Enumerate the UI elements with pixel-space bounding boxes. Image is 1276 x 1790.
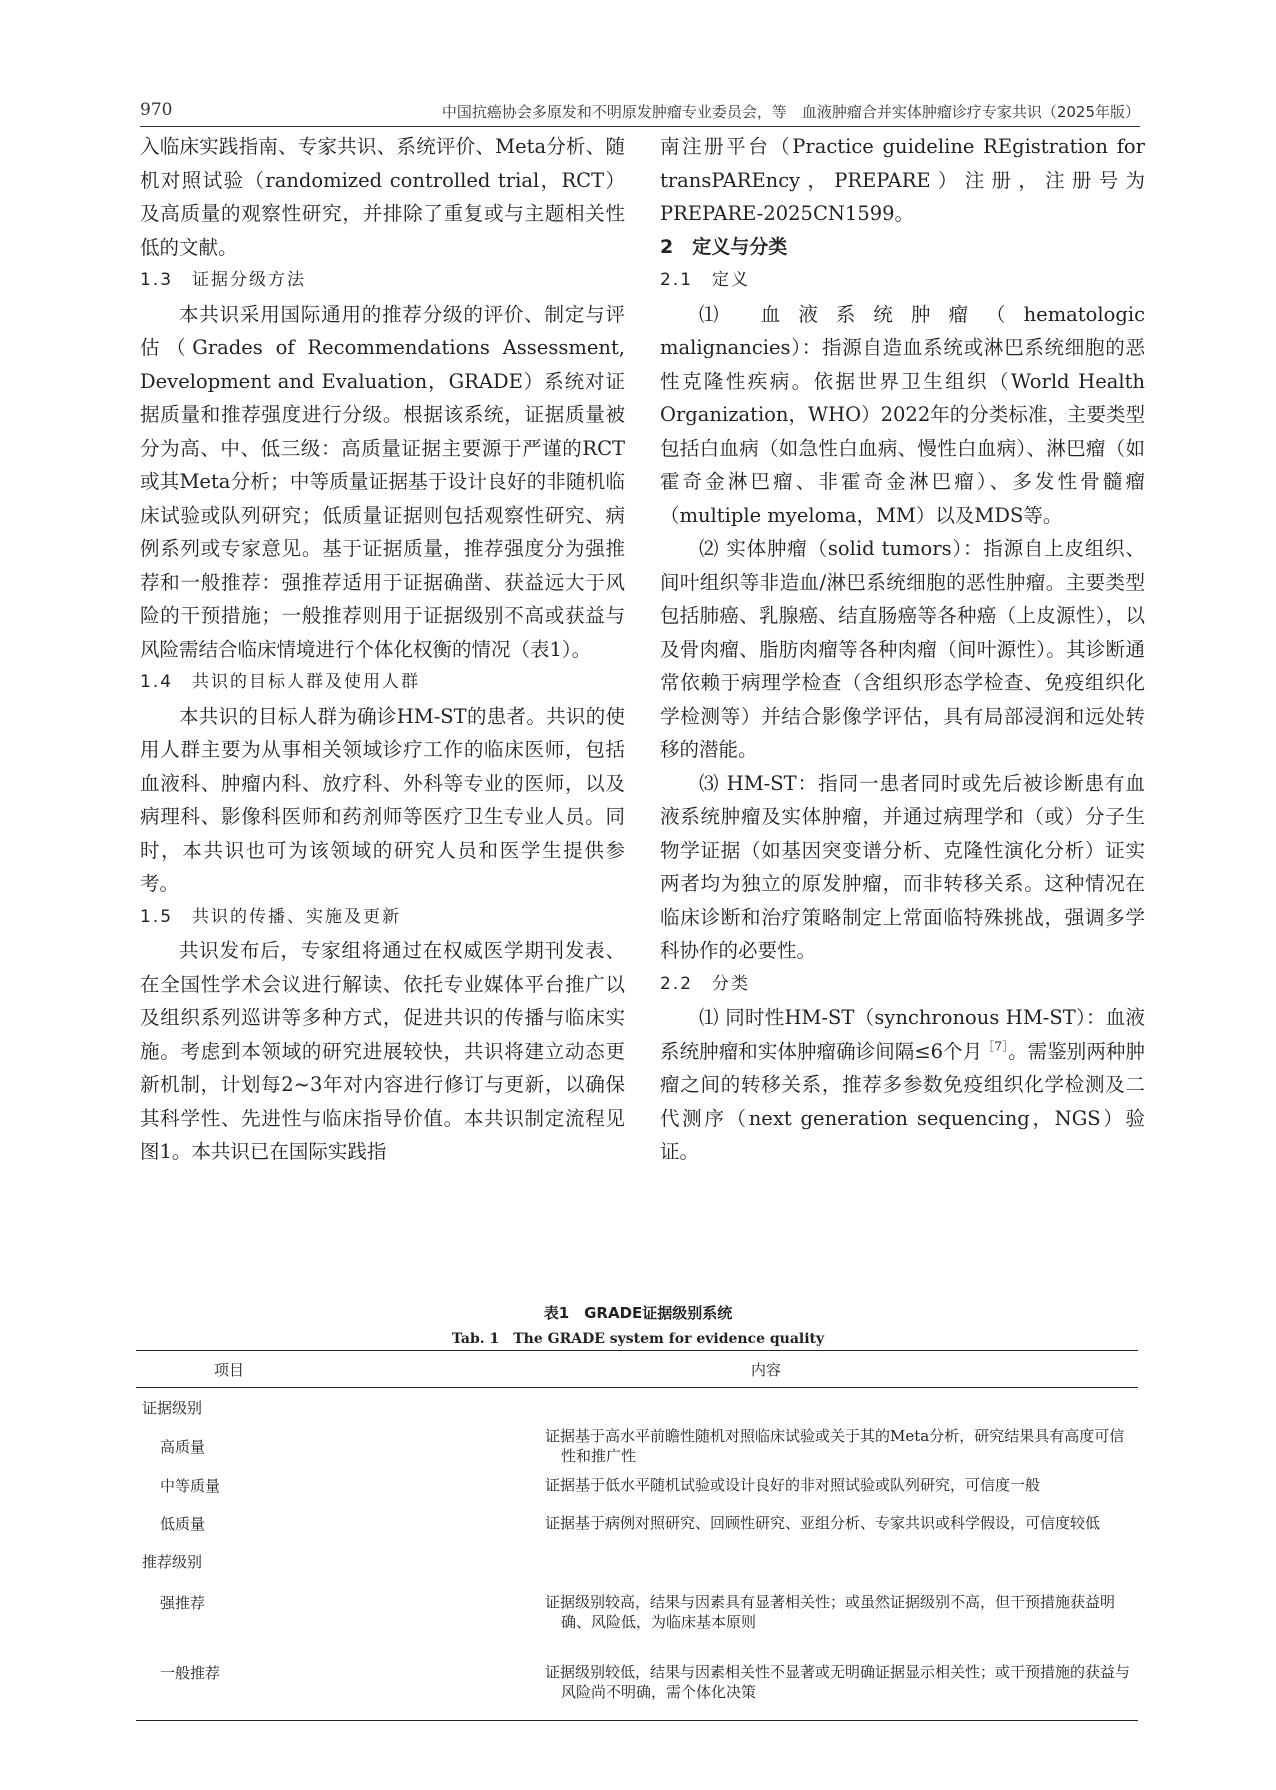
row-item-low: 低质量: [160, 1514, 206, 1533]
table-row: [136, 1580, 1138, 1650]
column-header-item: 项目: [136, 1351, 395, 1388]
grade-table: [136, 1350, 1138, 1721]
table-row: [136, 1650, 1138, 1721]
section-heading-2: 2 定义与分类: [660, 235, 788, 258]
category-recommendation-level: 推荐级别: [142, 1552, 203, 1571]
running-header: [140, 98, 1140, 127]
row-desc-strong: [395, 1580, 1138, 1650]
left-column: [140, 130, 625, 1169]
paragraph-grade-method: 本共识采用国际通用的推荐分级的评价、制定与评估（Grades of Recommendations Assessment, Development and Evaluation，GRADE）系统对证据质量和推荐强度进行分级。根据该系统，证据质量被分为高、中、低三级：高质量证据主要源于严谨的RCT或其Meta分析；中等质量证据基于设计良好的非随机临床试验或队列研究；低质量证据则包括观察性研究、病例系列或专家意见。基于证据质量，推荐强度分为强推荐和一般推荐：强推荐适用于证据确凿、获益远大于风险的干预措施；一般推荐则用于证据级别不高或获益与风险需结合临床情境进行个体化权衡的情况（表1）。: [140, 302, 625, 661]
column-header-content: 内容: [395, 1351, 1138, 1388]
table-row: [136, 1504, 1138, 1542]
category-evidence-level: 证据级别: [142, 1398, 203, 1417]
row-desc-strong-text: 证据级别较高，结果与因素具有显著相关性；或虽然证据级别不高，但干预措施获益明确、风险低，为临床基本原则: [545, 1593, 1116, 1631]
page-number: 970: [140, 100, 173, 120]
section-heading-1-3: 1.3 证据分级方法: [140, 270, 307, 290]
paragraph-hm-st-definition: ⑶ HM-ST：指同一患者同时或先后被诊断患有血液系统肿瘤及实体肿瘤，并通过病理学和（或）分子生物学证据（如基因突变谱分析、克隆性演化分析）证实两者均为独立的原发肿瘤，而非转移关系。这种情况在临床诊断和治疗策略制定上常面临特殊挑战，强调多学科协作的必要性。: [660, 771, 1145, 962]
row-item-strong: 强推荐: [160, 1594, 206, 1612]
row-item-moderate: 中等质量: [160, 1476, 221, 1495]
section-heading-1-4: 1.4 共识的目标人群及使用人群: [140, 672, 421, 692]
row-desc-moderate-text: 证据基于低水平随机试验或设计良好的非对照试验或队列研究，可信度一般: [545, 1476, 1041, 1494]
row-item-weak: 一般推荐: [160, 1664, 221, 1682]
paragraph-hematologic-definition: ⑴ 血液系统肿瘤（hematologic malignancies）：指源自造血系统或淋巴系统细胞的恶性克隆性疾病。依据世界卫生组织（World Health Organization，WHO）2022年的分类标准，主要类型包括白血病（如急性白血病、慢性白血病）、淋巴瘤（如霍奇金淋巴瘤、非霍奇金淋巴瘤）、多发性骨髓瘤（multiple myeloma，MM）以及MDS等。: [660, 302, 1145, 527]
table-row: [136, 1542, 1138, 1580]
row-desc-low: [395, 1504, 1138, 1542]
reference-7[interactable]: ［7］: [982, 1039, 1009, 1053]
paragraph-literature-scope: 入临床实践指南、专家共识、系统评价、Meta分析、随机对照试验（randomized controlled trial，RCT）及高质量的观察性研究，并排除了重复或与主题相关性低的文献。: [140, 135, 625, 259]
table-row: [136, 1466, 1138, 1504]
section-heading-1-5: 1.5 共识的传播、实施及更新: [140, 906, 402, 927]
section-heading-2-2: 2.2 分类: [660, 973, 751, 994]
table-row: [136, 1388, 1138, 1427]
section-heading-2-1: 2.1 定义: [660, 270, 751, 290]
synchronous-text-b: 。需鉴别两种肿瘤之间的转移关系，推荐多参数免疫组织化学检测及二代测序（next generation sequencing，NGS）验证。: [660, 1039, 1145, 1163]
synchronous-text-a: ⑴ 同时性HM-ST（synchronous HM-ST）：血液系统肿瘤和实体肿瘤确诊间隔≤6个月: [660, 1006, 1145, 1063]
table-row: [136, 1426, 1138, 1466]
table-caption-en: Tab. 1 The GRADE system for evidence quality: [451, 1331, 825, 1347]
running-title: 中国抗癌协会多原发和不明原发肿瘤专业委员会，等 血液肿瘤合并实体肿瘤诊疗专家共识（2025年版）: [441, 103, 1140, 121]
row-desc-weak-text: 证据级别较低，结果与因素相关性不显著或无明确证据显示相关性；或干预措施的获益与风险尚不明确，需个体化决策: [545, 1663, 1131, 1701]
paragraph-dissemination: 共识发布后，专家组将通过在权威医学期刊发表、在全国性学术会议进行解读、依托专业媒体平台推广以及组织系列巡讲等多种方式，促进共识的传播与临床实施。考虑到本领域的研究进展较快，共识将建立动态更新机制，计划每2~3年对内容进行修订与更新，以确保其科学性、先进性与临床指导价值。本共识制定流程见图1。本共识已在国际实践指: [140, 939, 625, 1163]
table-header-row: [136, 1351, 1138, 1388]
table-caption-cn: 表1 GRADE证据级别系统: [543, 1304, 733, 1322]
paragraph-synchronous: [660, 1001, 1145, 1169]
right-column: [660, 130, 1145, 1169]
row-desc-high-text: 证据基于高水平前瞻性随机对照临床试验或关于其的Meta分析，研究结果具有高度可信性和推广性: [545, 1427, 1125, 1465]
row-desc-low-text: 证据基于病例对照研究、回顾性研究、亚组分析、专家共识或科学假设，可信度较低: [545, 1514, 1101, 1532]
row-item-high: 高质量: [160, 1437, 206, 1456]
row-desc-high: [395, 1426, 1138, 1466]
paragraph-target-population: 本共识的目标人群为确诊HM-ST的患者。共识的使用人群主要为从事相关领域诊疗工作的临床医师，包括血液科、肿瘤内科、放疗科、外科等专业的医师，以及病理科、影像科医师和药剂师等医疗卫生专业人员。同时，本共识也可为该领域的研究人员和医学生提供参考。: [140, 704, 625, 895]
paragraph-registration: 南注册平台（Practice guideline REgistration for transPAREncy，PREPARE）注册，注册号为PREPARE-2025CN1599。: [660, 135, 1145, 225]
row-desc-moderate: [395, 1466, 1138, 1504]
row-desc-weak: [395, 1650, 1138, 1721]
paragraph-solid-tumor-definition: ⑵ 实体肿瘤（solid tumors）：指源自上皮组织、间叶组织等非造血/淋巴系统细胞的恶性肿瘤。主要类型包括肺癌、乳腺癌、结直肠癌等各种癌（上皮源性），以及骨肉瘤、脂肪肉瘤等各种肉瘤（间叶源性）。其诊断通常依赖于病理学检查（含组织形态学检查、免疫组织化学检测等）并结合影像学评估，具有局部浸润和远处转移的潜能。: [660, 537, 1145, 761]
